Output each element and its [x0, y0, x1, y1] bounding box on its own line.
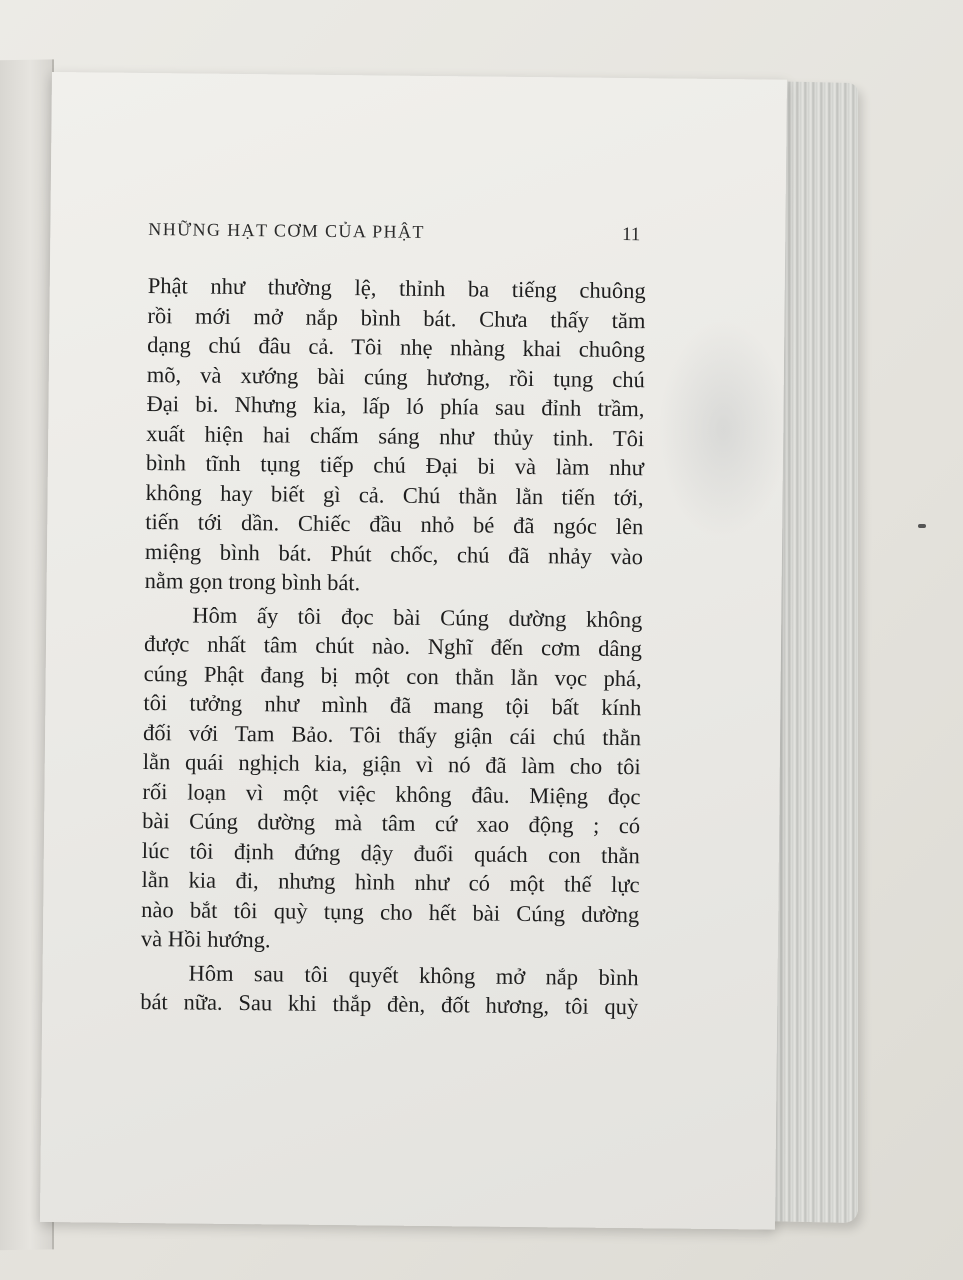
page-number: 11 — [621, 223, 641, 246]
text-line: rồi mới mở nắp bình bát. Chưa thấy tăm — [147, 302, 646, 333]
dust-speck — [918, 524, 926, 528]
book-page — [40, 72, 787, 1230]
text-line: không hay biết gì cả. Chú thằn lằn tiến tới, — [145, 479, 644, 510]
paragraph-3 — [140, 957, 639, 1021]
text-line: Hôm sau tôi quyết không mở nắp bình — [188, 959, 639, 990]
text-line: và Hồi hướng. — [140, 925, 271, 953]
running-head — [148, 219, 640, 246]
text-line: miệng bình bát. Phút chốc, chú đã nhảy vào — [144, 538, 644, 569]
text-line: tôi tưởng như mình đã mang tội bất kính — [143, 689, 642, 721]
text-line: lằn quái nghịch kia, giận vì nó đã làm cho tôi — [142, 748, 641, 780]
paragraph-1 — [145, 271, 646, 601]
text-line: đối với Tam Bảo. Tôi thấy giận cái chú thằn — [142, 719, 642, 750]
text-line: Phật như thường lệ, thỉnh ba tiếng chuông — [147, 273, 646, 304]
chapter-title: NHỮNG HẠT CƠM CỦA PHẬT — [148, 219, 425, 242]
text-line: bát nữa. Sau khi thắp đèn, đốt hương, tôi quỳ — [140, 988, 639, 1020]
body-text — [140, 271, 646, 1022]
text-line: bài Cúng dường mà tâm cứ xao động ; có — [142, 807, 641, 839]
text-line: tiến tới dần. Chiếc đầu nhỏ bé đã ngóc lên — [145, 509, 644, 540]
text-line: mõ, và xướng bài cúng hương, rồi tụng chú — [146, 361, 645, 392]
text-line: Hôm ấy tôi đọc bài Cúng dường không — [192, 601, 643, 632]
text-line: rối loạn vì một việc không đâu. Miệng đọc — [142, 778, 641, 809]
text-line: nào bắt tôi quỳ tụng cho hết bài Cúng dường — [141, 896, 640, 927]
text-line: nằm gọn trong bình bát. — [144, 567, 361, 596]
text-line: xuất hiện hai chấm sáng như thủy tinh. Tôi — [146, 420, 645, 451]
text-line: dạng chú đâu cả. Tôi nhẹ nhàng khai chuông — [147, 332, 646, 363]
paragraph-2 — [141, 599, 643, 958]
text-line: lằn kia đi, nhưng hình như có một thế lực — [141, 866, 640, 898]
text-line: lúc tôi định đứng dậy đuổi quách con thằn — [141, 837, 640, 868]
text-line: được nhất tâm chút nào. Nghĩ đến cơm dâng — [143, 630, 643, 662]
text-line: bình tĩnh tụng tiếp chú Đại bi và làm như — [145, 450, 645, 481]
text-line: cúng Phật đang bị một con thằn lằn vọc phá, — [143, 660, 642, 691]
text-line: Đại bi. Nhưng kia, lấp ló phía sau đỉnh trầm, — [146, 391, 645, 422]
